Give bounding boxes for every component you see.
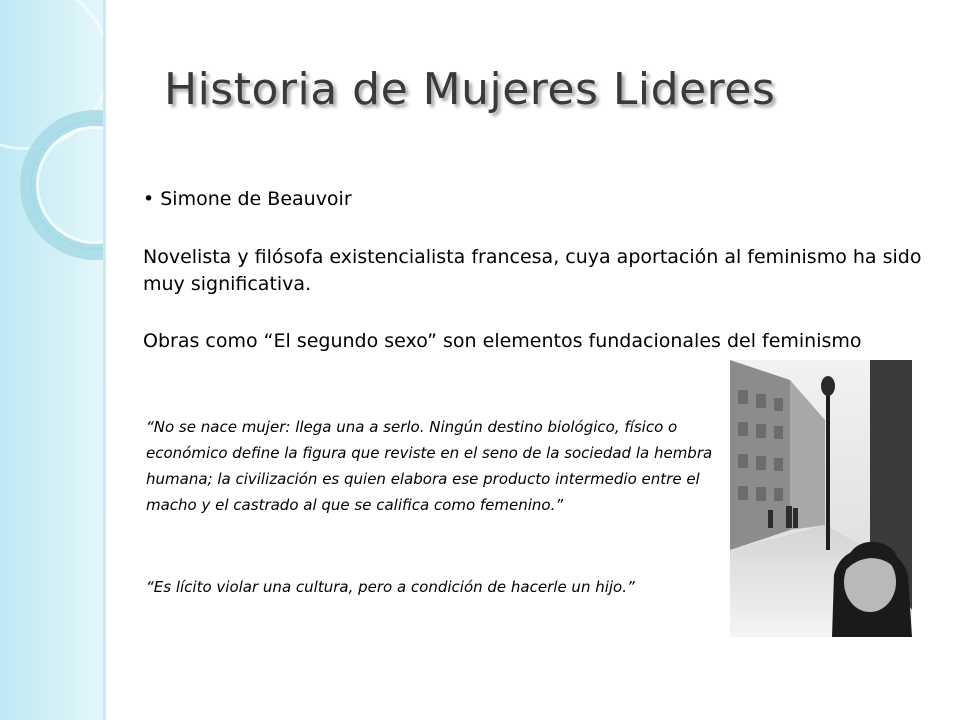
bullet-icon: • [143,188,161,210]
bullet-text: Simone de Beauvoir [160,188,352,210]
band-edge [103,0,106,720]
bullet-item [143,188,352,210]
description-paragraph: Novelista y filósofa existencialista francesa, cuya aportación al feminismo ha sido muy significativa. [143,246,922,295]
quote-paragraph: “No se nace mujer: llega una a serlo. Ningún destino biológico, físico o económico define la figura que reviste en el seno de la sociedad la hembra humana; la civilización es quien elabora ese producto intermedio entre el macho y el castrado al que se califica como femenino.” [146,418,713,514]
works-paragraph: Obras como “El segundo sexo” son elementos fundacionales del feminismo [143,330,862,352]
decorative-side-band [0,0,106,720]
portrait-photo [730,360,912,637]
quote-paragraph: “Es lícito violar una cultura, pero a condición de hacerle un hijo.” [146,578,635,596]
slide-title: Historia de Mujeres Lideres [164,64,776,115]
street-photo-illustration [730,360,912,637]
